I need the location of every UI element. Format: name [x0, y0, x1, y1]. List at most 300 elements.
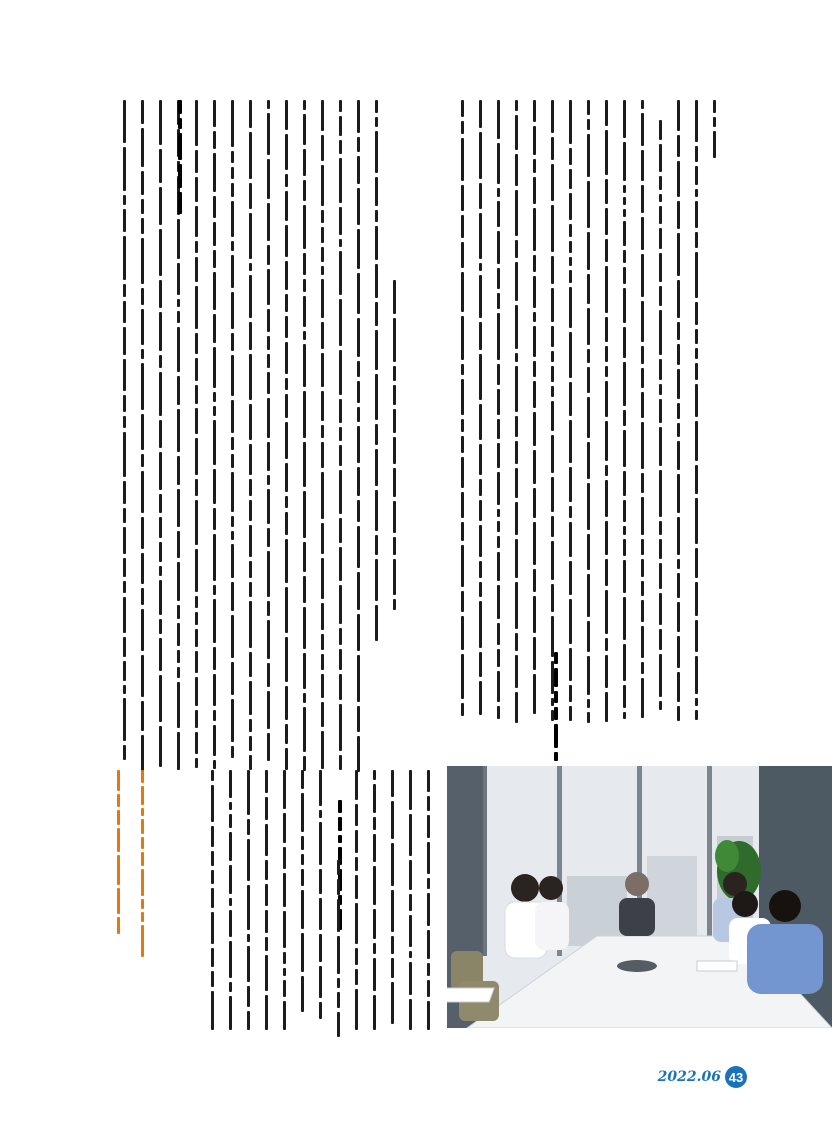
glyph-stroke [479, 404, 482, 440]
glyph-stroke [355, 875, 358, 899]
glyph-stroke [265, 910, 268, 933]
glyph-stroke [249, 500, 252, 521]
glyph-stroke [231, 255, 234, 288]
glyph-stroke [247, 934, 250, 942]
glyph-stroke [587, 134, 590, 177]
glyph-stroke [159, 355, 162, 368]
glyph-stroke [117, 810, 120, 825]
glyph-stroke [159, 494, 162, 513]
glyph-stroke [375, 559, 378, 601]
glyph-stroke [267, 203, 270, 241]
glyph-stroke [301, 933, 304, 972]
glyph-stroke [195, 710, 198, 728]
glyph-stroke [123, 395, 126, 412]
glyph-stroke [497, 671, 500, 702]
glyph-stroke [515, 353, 518, 362]
glyph-stroke [285, 539, 288, 583]
glyph-stroke [357, 500, 360, 522]
glyph-stroke [461, 616, 464, 650]
glyph-stroke [141, 171, 144, 195]
glyph-stroke [695, 548, 698, 578]
glyph-stroke [587, 656, 590, 695]
glyph-stroke [479, 681, 482, 715]
glyph-stroke [159, 619, 162, 634]
glyph-stroke [659, 228, 662, 249]
glyph-stroke [515, 366, 518, 412]
text-column [510, 100, 523, 740]
glyph-stroke [677, 161, 680, 197]
glyph-stroke [695, 710, 698, 720]
glyph-stroke [357, 572, 360, 610]
glyph-stroke [213, 420, 216, 465]
glyph-stroke [231, 472, 234, 512]
glyph-stroke [605, 381, 608, 417]
glyph-stroke [357, 100, 360, 133]
glyph-stroke [123, 284, 126, 297]
glyph-stroke [211, 870, 214, 884]
glyph-stroke [177, 327, 180, 372]
caption-column-1 [111, 770, 125, 935]
glyph-stroke [177, 311, 180, 323]
glyph-stroke [373, 995, 376, 1030]
glyph-stroke [375, 605, 378, 641]
glyph-stroke [551, 435, 554, 473]
glyph-stroke [373, 784, 376, 813]
glyph-stroke [695, 348, 698, 359]
glyph-stroke [249, 322, 252, 350]
glyph-stroke [303, 279, 306, 292]
text-column [190, 100, 203, 790]
glyph-stroke [249, 100, 252, 128]
glyph-stroke [213, 599, 216, 643]
glyph-stroke [479, 652, 482, 677]
glyph-stroke [231, 746, 234, 758]
glyph-stroke [623, 685, 626, 708]
glyph-stroke [141, 288, 144, 305]
glyph-stroke [141, 786, 144, 805]
glyph-stroke [178, 133, 182, 160]
text-column [404, 770, 417, 1030]
glyph-stroke [213, 647, 216, 670]
glyph-stroke [659, 194, 662, 202]
glyph-stroke [641, 346, 644, 364]
glyph-stroke [641, 150, 644, 181]
glyph-stroke [677, 280, 680, 318]
glyph-stroke [229, 898, 232, 907]
glyph-stroke [231, 201, 234, 237]
glyph-stroke [123, 359, 126, 391]
glyph-stroke [123, 698, 126, 741]
glyph-stroke [427, 963, 430, 976]
glyph-stroke [409, 951, 412, 958]
glyph-stroke [427, 815, 430, 839]
glyph-stroke [393, 599, 396, 610]
glyph-stroke [497, 100, 500, 139]
glyph-stroke [337, 860, 340, 875]
glyph-stroke [533, 159, 536, 173]
glyph-stroke [357, 426, 360, 463]
glyph-stroke [695, 146, 698, 162]
glyph-stroke [229, 770, 232, 798]
glyph-stroke [659, 470, 662, 517]
glyph-stroke [677, 201, 680, 229]
glyph-stroke [641, 217, 644, 250]
glyph-stroke [373, 958, 376, 991]
glyph-stroke [159, 542, 162, 562]
glyph-stroke [391, 936, 394, 954]
glyph-stroke [623, 526, 626, 535]
glyph-stroke [195, 651, 198, 673]
glyph-stroke [117, 917, 120, 934]
glyph-stroke [285, 686, 288, 720]
glyph-stroke [569, 506, 572, 518]
glyph-stroke [141, 128, 144, 167]
glyph-stroke [641, 392, 644, 418]
glyph-stroke [159, 566, 162, 576]
glyph-stroke [283, 968, 286, 976]
glyph-stroke [497, 313, 500, 360]
glyph-stroke [551, 584, 554, 612]
glyph-stroke [515, 262, 518, 301]
text-column [708, 100, 721, 160]
glyph-stroke [231, 531, 234, 540]
glyph-stroke [479, 354, 482, 400]
glyph-stroke [393, 385, 396, 405]
glyph-stroke [339, 251, 342, 295]
glyph-stroke [623, 500, 626, 522]
glyph-stroke [551, 366, 554, 382]
glyph-stroke [231, 151, 234, 163]
glyph-stroke [285, 394, 288, 418]
glyph-stroke [587, 119, 590, 130]
glyph-stroke [267, 100, 270, 109]
glyph-stroke [659, 253, 662, 282]
glyph-stroke [301, 869, 304, 886]
glyph-stroke [339, 207, 342, 235]
glyph-stroke [177, 489, 180, 527]
glyph-stroke [461, 457, 464, 488]
glyph-stroke [587, 100, 590, 115]
glyph-stroke [551, 256, 554, 284]
glyph-stroke [605, 559, 608, 586]
glyph-stroke [659, 427, 662, 466]
glyph-stroke [321, 731, 324, 769]
glyph-stroke [213, 469, 216, 504]
glyph-stroke [587, 308, 590, 345]
glyph-stroke [321, 472, 324, 519]
glyph-stroke [337, 1012, 340, 1037]
text-column [224, 770, 237, 1030]
glyph-stroke [213, 760, 216, 769]
glyph-stroke [285, 174, 288, 187]
glyph-stroke [249, 582, 252, 597]
glyph-stroke [515, 539, 518, 578]
glyph-stroke [339, 350, 342, 395]
glyph-stroke [213, 392, 216, 402]
glyph-stroke [159, 452, 162, 490]
glyph-stroke [249, 652, 252, 677]
glyph-stroke [303, 344, 306, 387]
glyph-stroke [515, 115, 518, 150]
glyph-stroke [461, 100, 464, 117]
glyph-stroke [461, 591, 464, 612]
glyph-stroke [213, 196, 216, 218]
glyph-stroke [321, 654, 324, 670]
glyph-stroke [659, 399, 662, 423]
glyph-stroke [231, 615, 234, 658]
glyph-stroke [497, 552, 500, 581]
glyph-stroke [695, 698, 698, 706]
glyph-stroke [321, 279, 324, 318]
glyph-stroke [159, 149, 162, 183]
glyph-stroke [375, 131, 378, 173]
glyph-stroke [339, 649, 342, 670]
glyph-stroke [301, 890, 304, 929]
glyph-stroke [229, 941, 232, 978]
text-column [136, 100, 149, 790]
glyph-stroke [533, 208, 536, 251]
glyph-stroke [677, 602, 680, 632]
glyph-stroke [285, 342, 288, 374]
glyph-stroke [283, 1001, 286, 1030]
glyph-stroke [141, 869, 144, 896]
glyph-stroke [195, 629, 198, 647]
glyph-stroke [375, 374, 378, 420]
glyph-stroke [677, 403, 680, 419]
glyph-stroke [249, 275, 252, 318]
glyph-stroke [641, 662, 644, 674]
glyph-stroke [303, 296, 306, 327]
glyph-stroke [677, 441, 680, 470]
text-column [564, 100, 577, 740]
glyph-stroke [515, 305, 518, 349]
glyph-stroke [533, 674, 536, 714]
glyph-stroke [533, 637, 536, 670]
glyph-stroke [677, 573, 680, 598]
glyph-stroke [677, 322, 680, 340]
glyph-stroke [283, 911, 286, 948]
glyph-stroke [461, 492, 464, 518]
glyph-stroke [677, 636, 680, 668]
glyph-stroke [321, 100, 324, 131]
glyph-stroke [605, 130, 608, 175]
glyph-stroke [659, 359, 662, 380]
glyph-stroke [141, 199, 144, 214]
glyph-stroke [713, 117, 716, 127]
glyph-stroke [339, 100, 342, 112]
text-column [206, 770, 219, 1030]
glyph-stroke [321, 247, 324, 262]
glyph-stroke [605, 590, 608, 634]
glyph-stroke [265, 797, 268, 820]
glyph-stroke [373, 834, 376, 861]
glyph-stroke [231, 183, 234, 197]
glyph-stroke [247, 770, 250, 815]
glyph-stroke [357, 407, 360, 422]
glyph-stroke [195, 612, 198, 625]
glyph-stroke [265, 884, 268, 906]
glyph-stroke [479, 183, 482, 209]
glyph-stroke [249, 561, 252, 578]
glyph-stroke [141, 471, 144, 513]
glyph-stroke [303, 756, 306, 771]
glyph-stroke [427, 878, 430, 889]
glyph-stroke [178, 164, 182, 188]
glyph-stroke [229, 832, 232, 862]
glyph-stroke [375, 226, 378, 260]
glyph-stroke [357, 655, 360, 702]
glyph-stroke [605, 179, 608, 204]
glyph-stroke [249, 183, 252, 209]
text-column [474, 100, 487, 740]
glyph-stroke [677, 559, 680, 569]
glyph-stroke [357, 273, 360, 314]
glyph-stroke [569, 648, 572, 681]
glyph-stroke [355, 969, 358, 984]
glyph-stroke [249, 404, 252, 440]
glyph-stroke [569, 706, 572, 721]
glyph-stroke [677, 517, 680, 555]
glyph-stroke [303, 707, 306, 752]
glyph-stroke [551, 401, 554, 431]
glyph-stroke [303, 653, 306, 689]
glyph-stroke [551, 351, 554, 362]
glyph-stroke [319, 770, 322, 806]
glyph-stroke [497, 201, 500, 227]
glyph-stroke [339, 445, 342, 466]
glyph-stroke [321, 353, 324, 387]
glyph-stroke [231, 355, 234, 396]
glyph-stroke [659, 286, 662, 306]
glyph-stroke [195, 677, 198, 706]
glyph-stroke [301, 836, 304, 850]
glyph-stroke [247, 1011, 250, 1030]
caption-column-2 [135, 770, 149, 975]
text-column [226, 100, 239, 790]
glyph-stroke [177, 623, 180, 646]
glyph-stroke [357, 137, 360, 152]
page-number-badge: 43 [725, 1066, 747, 1088]
glyph-stroke [141, 363, 144, 410]
glyph-stroke [123, 301, 126, 323]
glyph-stroke [479, 213, 482, 259]
glyph-stroke [141, 309, 144, 345]
glyph-stroke [695, 465, 698, 494]
glyph-stroke [587, 534, 590, 570]
glyph-stroke [695, 656, 698, 694]
glyph-stroke [695, 100, 698, 142]
glyph-stroke [285, 512, 288, 535]
glyph-stroke [159, 312, 162, 351]
glyph-stroke [321, 227, 324, 243]
glyph-stroke [337, 899, 340, 932]
glyph-stroke [303, 491, 306, 538]
text-column [654, 120, 667, 730]
glyph-stroke [211, 912, 214, 944]
glyph-stroke [337, 936, 340, 974]
glyph-stroke [533, 126, 536, 155]
glyph-stroke [569, 332, 572, 378]
text-column [208, 100, 221, 790]
glyph-stroke [339, 547, 342, 581]
glyph-stroke [461, 703, 464, 716]
glyph-stroke [659, 144, 662, 172]
text-column [280, 100, 293, 790]
glyph-stroke [249, 525, 252, 557]
glyph-stroke [303, 331, 306, 340]
glyph-stroke [339, 140, 342, 154]
glyph-stroke [123, 100, 126, 143]
glyph-stroke [283, 873, 286, 907]
glyph-stroke [623, 100, 626, 138]
glyph-stroke [479, 263, 482, 271]
glyph-stroke [623, 267, 626, 284]
glyph-stroke [303, 180, 306, 201]
glyph-stroke [355, 903, 358, 944]
glyph-stroke [515, 692, 518, 723]
section-heading [172, 100, 188, 220]
glyph-stroke [231, 662, 234, 695]
glyph-stroke [231, 167, 234, 179]
glyph-stroke [605, 692, 608, 722]
glyph-stroke [587, 274, 590, 304]
glyph-stroke [141, 819, 144, 834]
glyph-stroke [497, 623, 500, 645]
glyph-stroke [375, 302, 378, 326]
glyph-stroke [123, 147, 126, 191]
glyph-stroke [479, 525, 482, 557]
glyph-stroke [461, 272, 464, 312]
glyph-stroke [461, 215, 464, 238]
glyph-stroke [393, 468, 396, 497]
glyph-stroke [479, 132, 482, 179]
glyph-stroke [319, 934, 322, 962]
glyph-stroke [339, 628, 342, 645]
glyph-stroke [123, 416, 126, 428]
glyph-stroke [695, 232, 698, 248]
glyph-stroke [267, 269, 270, 305]
glyph-stroke [247, 885, 250, 930]
glyph-stroke [265, 995, 268, 1030]
glyph-stroke [213, 725, 216, 756]
glyph-stroke [373, 943, 376, 954]
glyph-stroke [515, 190, 518, 236]
glyph-stroke [409, 860, 412, 891]
glyph-stroke [211, 770, 214, 781]
glyph-stroke [393, 318, 396, 362]
glyph-stroke [641, 254, 644, 297]
glyph-stroke [479, 275, 482, 318]
glyph-stroke [265, 955, 268, 992]
glyph-stroke [319, 966, 322, 998]
text-column [260, 770, 273, 1030]
glyph-stroke [427, 770, 430, 792]
glyph-stroke [373, 817, 376, 831]
glyph-stroke [213, 347, 216, 388]
glyph-stroke [391, 843, 394, 886]
glyph-stroke [117, 855, 120, 885]
glyph-stroke [677, 135, 680, 157]
glyph-stroke [695, 498, 698, 544]
glyph-stroke [339, 239, 342, 247]
glyph-stroke [713, 100, 716, 113]
glyph-stroke [123, 508, 126, 523]
glyph-stroke [195, 438, 198, 475]
glyph-stroke [123, 597, 126, 633]
glyph-stroke [229, 802, 232, 811]
glyph-stroke [515, 582, 518, 629]
glyph-stroke [659, 654, 662, 697]
